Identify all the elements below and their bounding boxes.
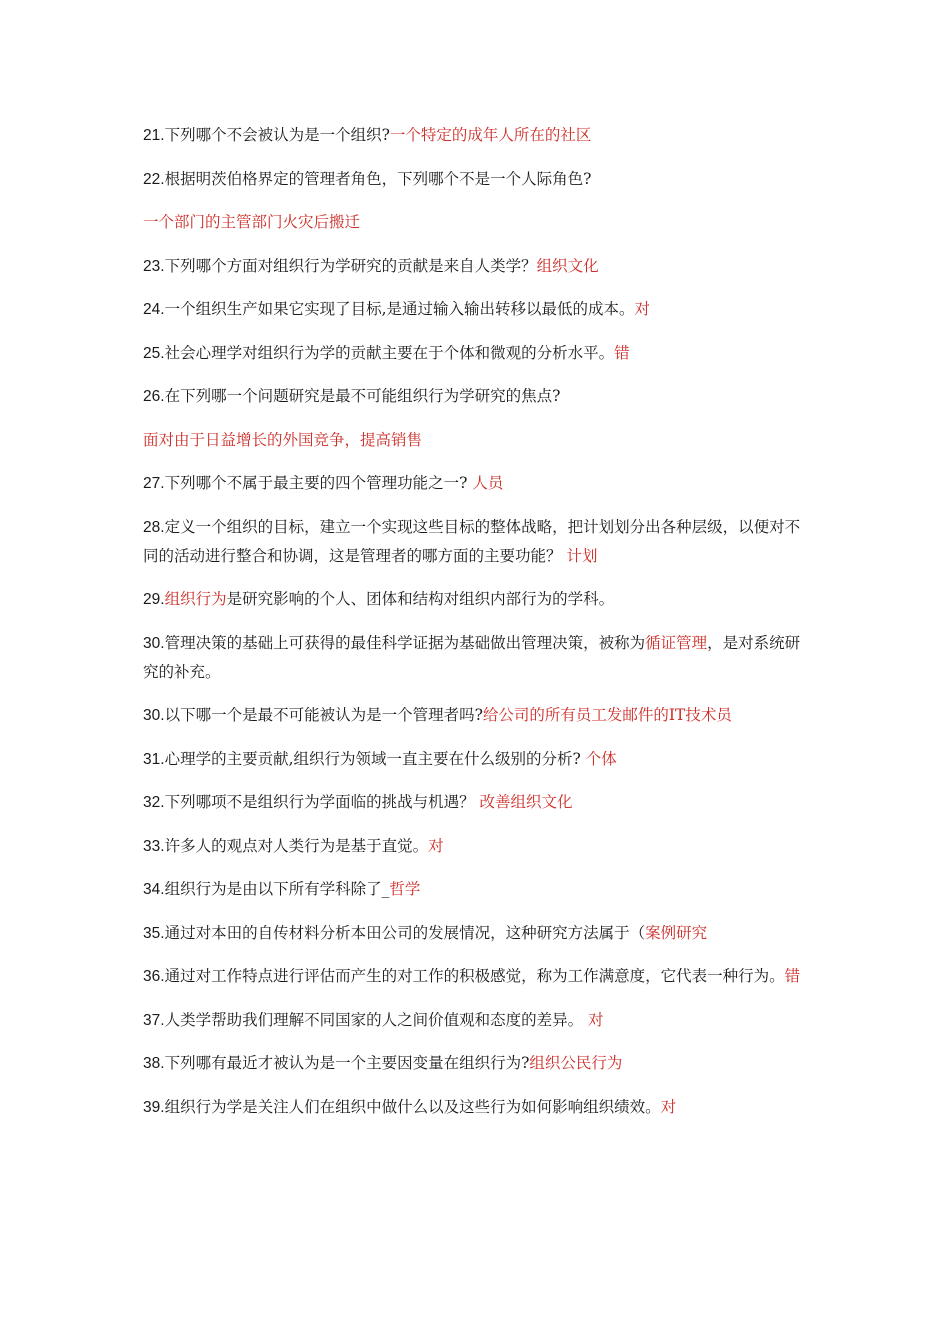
answer-text: 给公司的所有员工发邮件的IT技术员 <box>482 706 732 724</box>
question-paragraph <box>143 585 813 614</box>
question-text: 根据明茨伯格界定的管理者角色，下列哪个不是一个人际角色? <box>164 169 592 188</box>
question-text: 下列哪个方面对组织行为学研究的贡献是来自人类学？ <box>164 256 537 275</box>
question-paragraph <box>143 745 813 774</box>
question-paragraph <box>143 701 813 730</box>
question-text: 下列哪个不会被认为是一个组织? <box>164 126 390 144</box>
answer-text: 对 <box>588 1010 604 1029</box>
question-number: 21. <box>143 127 165 144</box>
question-text: 在下列哪一个问题研究是最不可能组织行为学研究的焦点? <box>164 387 561 405</box>
answer-text: 一个部门的主管部门火灾后搬迁 <box>143 213 361 231</box>
question-paragraph <box>143 962 813 991</box>
answer-text: 个体 <box>585 749 617 768</box>
question-text: 心理学的主要贡献,组织行为领域一直主要在什么级别的分析? <box>164 749 586 768</box>
question-paragraph <box>143 252 813 281</box>
question-paragraph <box>143 875 813 904</box>
answer-text: 一个特定的成年人所在的社区 <box>389 126 592 144</box>
answer-text: 组织公民行为 <box>529 1054 623 1072</box>
question-number: 39. <box>143 1098 165 1116</box>
question-paragraph <box>143 832 813 861</box>
question-number: 29. <box>143 591 165 608</box>
answer-text: 组织文化 <box>536 256 599 275</box>
question-number: 34. <box>143 881 165 898</box>
question-number: 30. <box>143 707 165 724</box>
question-paragraph <box>143 919 813 948</box>
question-paragraph <box>143 1049 813 1078</box>
answer-text: 循证管理 <box>645 633 708 652</box>
document-page <box>143 121 813 1136</box>
answer-text: 对 <box>660 1097 677 1116</box>
question-text: 通过对工作特点进行评估而产生的对工作的积极感觉，称为工作满意度，它代表一种行为。 <box>164 967 785 985</box>
question-paragraph <box>143 295 813 324</box>
question-number: 37. <box>143 1011 165 1029</box>
question-paragraph <box>143 469 813 498</box>
question-paragraph <box>143 1006 813 1035</box>
question-text: 下列哪有最近才被认为是一个主要因变量在组织行为? <box>164 1054 530 1072</box>
question-paragraph <box>143 339 813 368</box>
question-paragraph <box>143 513 813 571</box>
question-text: 是研究影响的个人、团体和结构对组织内部行为的学科。 <box>226 590 615 608</box>
question-text: 下列哪项不是组织行为学面临的挑战与机遇？ <box>164 793 480 811</box>
answer-text: 案例研究 <box>645 923 708 942</box>
question-text: 以下哪一个是最不可能被认为是一个管理者吗? <box>164 706 483 724</box>
answer-text: 哲学 <box>389 880 421 898</box>
answer-text: 改善组织文化 <box>479 793 573 811</box>
question-number: 25. <box>143 344 165 362</box>
question-text: 社会心理学对组织行为学的贡献主要在于个体和微观的分析水平。 <box>164 343 615 362</box>
answer-text: 对 <box>634 300 651 318</box>
question-text: 管理决策的基础上可获得的最佳科学证据为基础做出管理决策，被称为 <box>164 633 646 652</box>
question-number: 24. <box>143 301 165 318</box>
answer-text: 面对由于日益增长的外国竞争，提高销售 <box>143 430 423 449</box>
question-paragraph <box>143 629 813 687</box>
question-text: 下列哪个不属于最主要的四个管理功能之一? <box>164 474 473 492</box>
question-number: 27. <box>143 475 165 492</box>
question-number: 38. <box>143 1055 165 1072</box>
answer-text: 人员 <box>472 474 504 492</box>
answer-text: 计划 <box>566 546 598 565</box>
question-paragraph <box>143 788 813 817</box>
question-number: 33. <box>143 837 165 855</box>
question-text: 一个组织生产如果它实现了目标,是通过输入输出转移以最低的成本。 <box>164 300 635 318</box>
question-number: 31. <box>143 750 165 768</box>
question-number: 26. <box>143 388 165 405</box>
question-text: ，是对系统研究的补充。 <box>143 633 801 681</box>
question-number: 35. <box>143 924 165 942</box>
question-number: 36. <box>143 968 165 985</box>
question-text: 定义一个组织的目标，建立一个实现这些目标的整体战略，把计划划分出各种层级，以便对不同的活动进行整合和协调，这是管理者的哪方面的主要功能？ <box>143 517 801 565</box>
question-number: 28. <box>143 518 165 536</box>
question-text: 通过对本田的自传材料分析本田公司的发展情况，这种研究方法属于（ <box>164 923 646 942</box>
question-text: 人类学帮助我们理解不同国家的人之间价值观和态度的差异。 <box>164 1010 588 1029</box>
question-paragraph <box>143 121 813 150</box>
question-paragraph <box>143 426 813 455</box>
question-number: 32. <box>143 794 165 811</box>
question-paragraph <box>143 165 813 194</box>
question-number: 23. <box>143 257 165 275</box>
answer-text: 对 <box>428 836 444 855</box>
question-text: 许多人的观点对人类行为是基于直觉。 <box>164 836 429 855</box>
answer-text: 错 <box>784 967 801 985</box>
question-text: 组织行为学是关注人们在组织中做什么以及这些行为如何影响组织绩效。 <box>164 1097 661 1116</box>
answer-text: 组织行为 <box>164 590 227 608</box>
question-number: 30. <box>143 634 165 652</box>
question-text: 组织行为是由以下所有学科除了_ <box>164 880 390 898</box>
question-paragraph <box>143 1093 813 1122</box>
question-number: 22. <box>143 170 165 188</box>
question-paragraph <box>143 382 813 411</box>
question-paragraph <box>143 208 813 237</box>
answer-text: 错 <box>614 343 630 362</box>
